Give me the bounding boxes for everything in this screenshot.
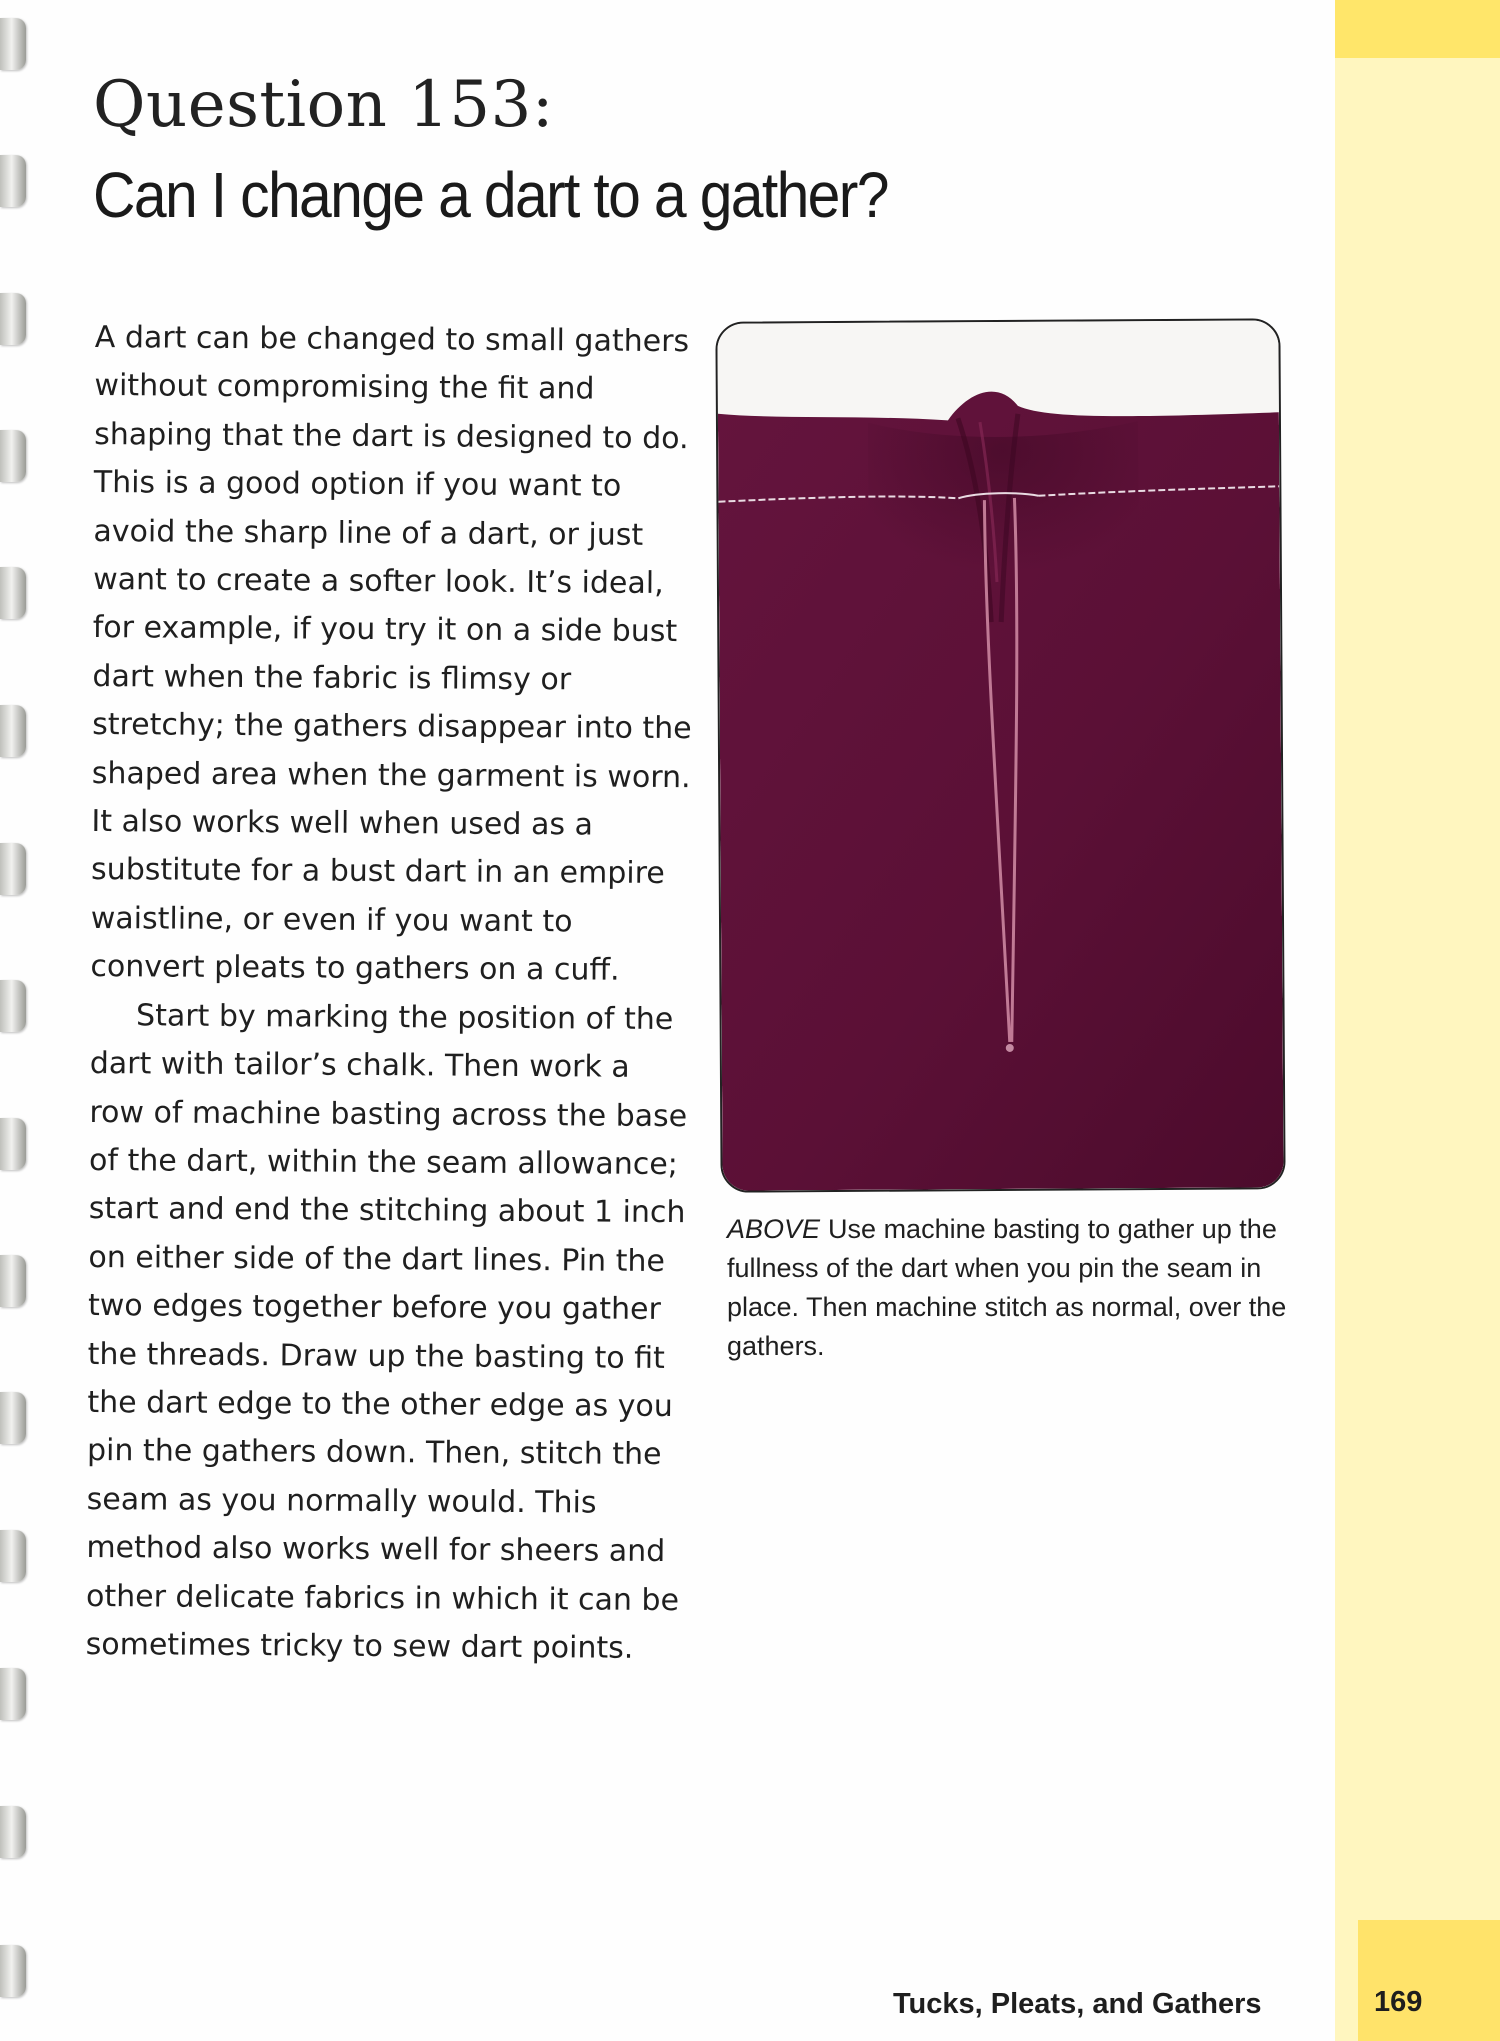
yellow-edge-bottom xyxy=(1358,1920,1500,2041)
spiral-binding-ring-icon xyxy=(0,155,26,207)
spiral-binding-ring-icon xyxy=(0,293,26,345)
photo-caption xyxy=(727,1210,1287,1366)
spiral-binding-ring-icon xyxy=(0,1945,26,1997)
spiral-binding-ring-icon xyxy=(0,1118,26,1170)
question-number: Question 153: xyxy=(93,68,554,142)
section-title: Tucks, Pleats, and Gathers xyxy=(893,1988,1262,2020)
spiral-binding-ring-icon xyxy=(0,567,26,619)
spiral-binding-ring-icon xyxy=(0,1806,26,1858)
body-paragraph: A dart can be changed to small gathers without compromising the fit and shaping that the dart is designed to do. This is a good option if you want to avoid the sharp line of a dart, or just want to create a softer look. It’s ideal, for example, if you try it on a side bust dart when the fabric is flimsy or stretchy; the gathers disappear into the shaped area when the garment is worn. It also works well when used as a substitute for a bust dart in an empire waistline, or even if you want to convert pleats to gathers on a cuff. xyxy=(90,319,692,988)
body-paragraph: Start by marking the position of the dart with tailor’s chalk. Then work a row of machine basting across the base of the dart, within the seam allowance; start and end the stitching about 1 inch on either side of the dart lines. Pin the two edges together before you gather the threads. Draw up the basting to fit the dart edge to the other edge as you pin the gathers down. Then, stitch the seam as you normally would. This method also works well for sheers and other delicate fabrics in which it can be sometimes tricky to sew dart points. xyxy=(85,997,688,1666)
caption-text: Use machine basting to gather up the fullness of the dart when you pin the seam in place. Then machine stitch as normal, over the gathers. xyxy=(727,1214,1287,1361)
spiral-binding-ring-icon xyxy=(0,1668,26,1720)
page-number: 169 xyxy=(1374,1986,1423,2018)
yellow-edge-top xyxy=(1335,0,1500,58)
body-text xyxy=(86,314,695,1674)
spiral-binding-ring-icon xyxy=(0,18,26,70)
spiral-binding-ring-icon xyxy=(0,1530,26,1582)
spiral-binding-ring-icon xyxy=(0,980,26,1032)
yellow-edge-strip xyxy=(1335,0,1500,2041)
caption-lead: ABOVE xyxy=(727,1214,821,1244)
dart-photo-icon xyxy=(717,320,1283,1190)
spiral-binding-ring-icon xyxy=(0,430,26,482)
spiral-binding-ring-icon xyxy=(0,1392,26,1444)
dart-photo xyxy=(715,318,1285,1192)
page-title: Can I change a dart to a gather? xyxy=(93,159,888,231)
spiral-binding-ring-icon xyxy=(0,705,26,757)
spiral-binding xyxy=(0,0,34,2041)
spiral-binding-ring-icon xyxy=(0,1255,26,1307)
spiral-binding-ring-icon xyxy=(0,843,26,895)
